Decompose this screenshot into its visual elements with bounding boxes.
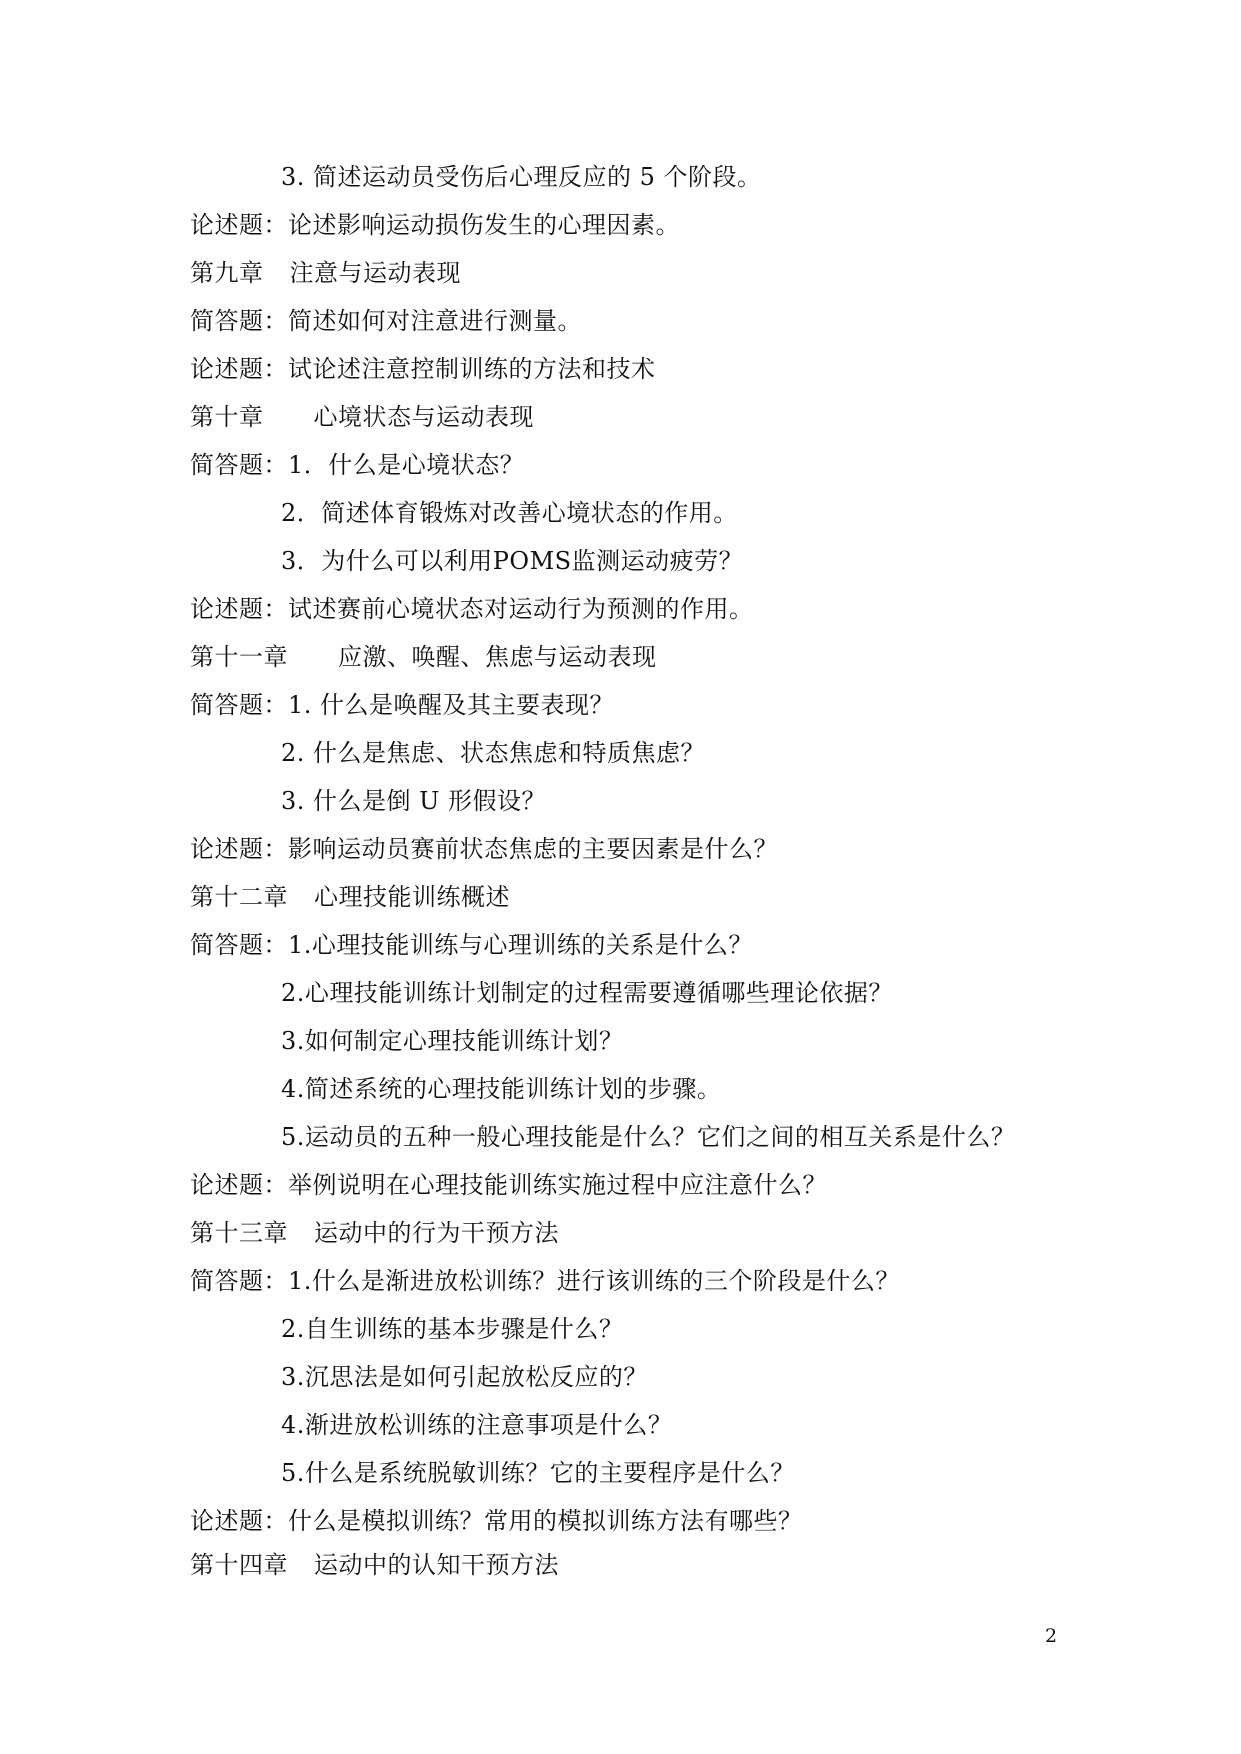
chapter-title: 应激、唤醒、焦虑与运动表现 (338, 643, 657, 671)
chapter-heading (190, 882, 510, 912)
essay-question: 论述题：影响运动员赛前状态焦虑的主要因素是什么？ (190, 835, 778, 863)
page-number: 2 (1045, 1625, 1058, 1647)
question-item: 5.什么是系统脱敏训练？它的主要程序是什么？ (281, 1459, 795, 1487)
chapter-heading (190, 1218, 559, 1248)
chapter-number: 第十一章 (190, 643, 288, 671)
chapter-number: 第十章 (190, 403, 264, 431)
short-answer-question: 简答题：1．什么是心境状态？ (190, 451, 525, 479)
question-item: 2.自生训练的基本步骤是什么？ (281, 1315, 624, 1343)
essay-question: 论述题：试述赛前心境状态对运动行为预测的作用。 (190, 595, 754, 623)
question-item: 5.运动员的五种一般心理技能是什么？它们之间的相互关系是什么？ (281, 1123, 1016, 1151)
essay-question: 论述题：举例说明在心理技能训练实施过程中应注意什么？ (190, 1171, 827, 1199)
chapter-title: 心理技能训练概述 (314, 883, 510, 911)
essay-question: 论述题：论述影响运动损伤发生的心理因素。 (190, 211, 680, 239)
chapter-heading (190, 258, 461, 288)
question-item: 3. 简述运动员受伤后心理反应的 5 个阶段。 (281, 163, 762, 191)
chapter-number: 第九章 (190, 259, 264, 287)
question-item: 2. 什么是焦虑、状态焦虑和特质焦虑？ (281, 739, 706, 767)
chapter-heading (190, 402, 534, 432)
chapter-number: 第十二章 (190, 883, 288, 911)
essay-question: 论述题：试论述注意控制训练的方法和技术 (190, 355, 656, 383)
question-item: 3.如何制定心理技能训练计划？ (281, 1027, 624, 1055)
chapter-title: 心境状态与运动表现 (313, 403, 534, 431)
chapter-number: 第十四章 (190, 1551, 288, 1579)
question-item: 4.渐进放松训练的注意事项是什么？ (281, 1411, 673, 1439)
chapter-title: 运动中的认知干预方法 (314, 1551, 559, 1579)
question-item: 3.沉思法是如何引起放松反应的？ (281, 1363, 648, 1391)
chapter-heading (190, 1550, 559, 1580)
chapter-number: 第十三章 (190, 1219, 288, 1247)
question-item: 2．简述体育锻炼对改善心境状态的作用。 (281, 499, 738, 527)
essay-question: 论述题：什么是模拟训练？常用的模拟训练方法有哪些？ (190, 1507, 803, 1535)
short-answer-question: 简答题：1.心理技能训练与心理训练的关系是什么？ (190, 931, 753, 959)
chapter-title: 注意与运动表现 (289, 259, 461, 287)
question-item: 2.心理技能训练计划制定的过程需要遵循哪些理论依据？ (281, 979, 893, 1007)
chapter-heading (190, 642, 657, 672)
question-item: 3．为什么可以利用POMS监测运动疲劳？ (281, 547, 744, 575)
short-answer-question: 简答题：简述如何对注意进行测量。 (190, 307, 582, 335)
question-item: 3. 什么是倒 U 形假设？ (281, 787, 547, 815)
short-answer-question: 简答题：1.什么是渐进放松训练？进行该训练的三个阶段是什么？ (190, 1267, 900, 1295)
question-item: 4.简述系统的心理技能训练计划的步骤。 (281, 1075, 722, 1103)
short-answer-question: 简答题：1. 什么是唤醒及其主要表现？ (190, 691, 615, 719)
chapter-title: 运动中的行为干预方法 (314, 1219, 559, 1247)
